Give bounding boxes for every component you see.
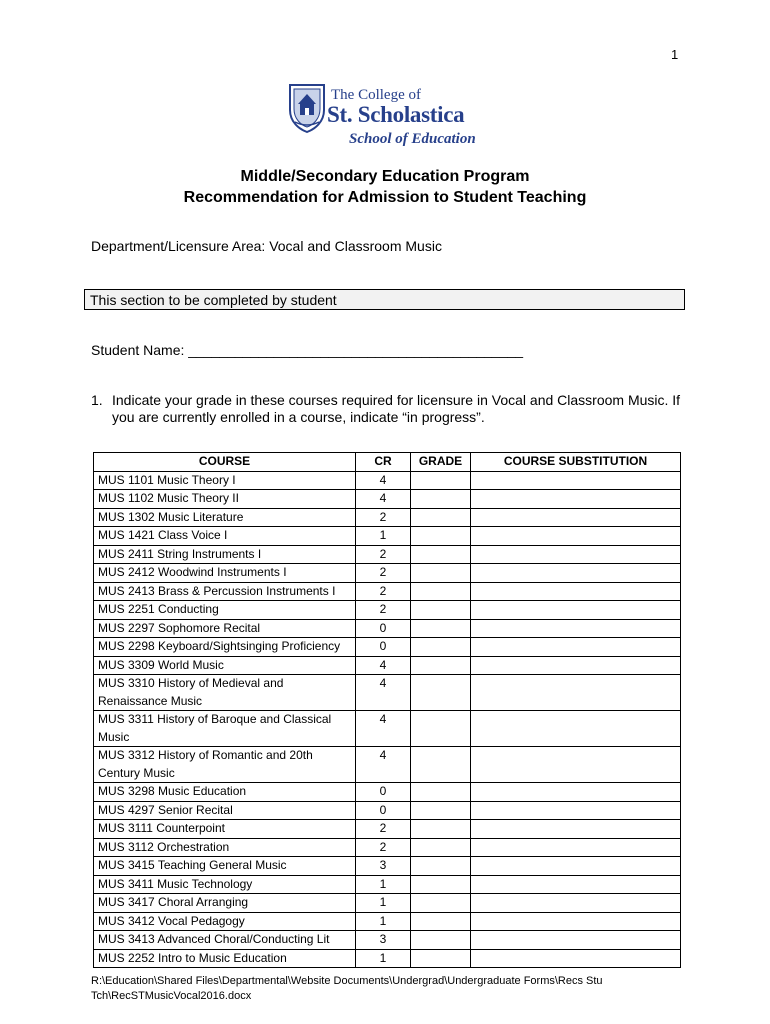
department-line: Department/Licensure Area: Vocal and Classroom Music — [91, 238, 442, 254]
course-grade-table — [93, 452, 681, 968]
course-cell: MUS 2297 Sophomore Recital — [94, 619, 356, 638]
substitution-cell[interactable] — [471, 471, 681, 490]
table-row — [94, 508, 681, 527]
grade-cell[interactable] — [411, 857, 471, 876]
course-cell: MUS 4297 Senior Recital — [94, 801, 356, 820]
credits-cell: 4 — [356, 747, 411, 783]
grade-cell[interactable] — [411, 711, 471, 747]
grade-cell[interactable] — [411, 545, 471, 564]
substitution-cell[interactable] — [471, 894, 681, 913]
course-cell: MUS 3413 Advanced Choral/Conducting Lit — [94, 931, 356, 950]
grade-cell[interactable] — [411, 747, 471, 783]
table-row — [94, 601, 681, 620]
table-row — [94, 857, 681, 876]
credits-cell: 4 — [356, 675, 411, 711]
substitution-cell[interactable] — [471, 931, 681, 950]
course-cell: MUS 3310 History of Medieval and Renaissance Music — [94, 675, 356, 711]
grade-cell[interactable] — [411, 801, 471, 820]
table-row — [94, 931, 681, 950]
table-row — [94, 783, 681, 802]
credits-cell: 2 — [356, 564, 411, 583]
logo-line-2: St. Scholastica — [327, 102, 465, 127]
course-cell: MUS 1101 Music Theory I — [94, 471, 356, 490]
header-course: COURSE — [94, 453, 356, 472]
course-cell: MUS 2413 Brass & Percussion Instruments I — [94, 582, 356, 601]
substitution-cell[interactable] — [471, 675, 681, 711]
credits-cell: 4 — [356, 656, 411, 675]
substitution-cell[interactable] — [471, 527, 681, 546]
credits-cell: 0 — [356, 801, 411, 820]
credits-cell: 1 — [356, 949, 411, 968]
substitution-cell[interactable] — [471, 490, 681, 509]
table-row — [94, 582, 681, 601]
substitution-cell[interactable] — [471, 564, 681, 583]
instruction-text: Indicate your grade in these courses required for licensure in Vocal and Classroom Music. If you are currently enrolled in a course, indicate “in progress”. — [112, 392, 681, 425]
grade-cell[interactable] — [411, 619, 471, 638]
credits-cell: 0 — [356, 638, 411, 657]
table-row — [94, 619, 681, 638]
course-cell: MUS 2412 Woodwind Instruments I — [94, 564, 356, 583]
instruction-item — [91, 392, 691, 426]
substitution-cell[interactable] — [471, 838, 681, 857]
substitution-cell[interactable] — [471, 912, 681, 931]
substitution-cell[interactable] — [471, 656, 681, 675]
student-name-field[interactable]: Student Name: ___________________________________________ — [91, 342, 524, 358]
substitution-cell[interactable] — [471, 545, 681, 564]
credits-cell: 2 — [356, 582, 411, 601]
instruction-number: 1. — [91, 392, 103, 408]
table-row — [94, 820, 681, 839]
table-header-row — [94, 453, 681, 472]
course-cell: MUS 1421 Class Voice I — [94, 527, 356, 546]
table-row — [94, 471, 681, 490]
grade-cell[interactable] — [411, 820, 471, 839]
grade-cell[interactable] — [411, 838, 471, 857]
substitution-cell[interactable] — [471, 508, 681, 527]
header-grade: GRADE — [411, 453, 471, 472]
table-row — [94, 801, 681, 820]
credits-cell: 3 — [356, 857, 411, 876]
credits-cell: 1 — [356, 894, 411, 913]
grade-cell[interactable] — [411, 931, 471, 950]
table-row — [94, 545, 681, 564]
table-row — [94, 875, 681, 894]
course-cell: MUS 3417 Choral Arranging — [94, 894, 356, 913]
grade-cell[interactable] — [411, 564, 471, 583]
grade-cell[interactable] — [411, 601, 471, 620]
substitution-cell[interactable] — [471, 638, 681, 657]
shield-crest-icon — [287, 82, 327, 134]
table-row — [94, 912, 681, 931]
document-subtitle: Recommendation for Admission to Student Teaching — [183, 189, 587, 206]
grade-cell[interactable] — [411, 783, 471, 802]
grade-cell[interactable] — [411, 471, 471, 490]
course-cell: MUS 2252 Intro to Music Education — [94, 949, 356, 968]
course-cell: MUS 1302 Music Literature — [94, 508, 356, 527]
grade-cell[interactable] — [411, 894, 471, 913]
course-cell: MUS 3111 Counterpoint — [94, 820, 356, 839]
substitution-cell[interactable] — [471, 619, 681, 638]
grade-cell[interactable] — [411, 912, 471, 931]
course-cell: MUS 3312 History of Romantic and 20th Century Music — [94, 747, 356, 783]
header-course-substitution: COURSE SUBSTITUTION — [471, 453, 681, 472]
student-section-header: This section to be completed by student — [84, 289, 685, 310]
substitution-cell[interactable] — [471, 801, 681, 820]
substitution-cell[interactable] — [471, 949, 681, 968]
table-row — [94, 838, 681, 857]
course-cell: MUS 3415 Teaching General Music — [94, 857, 356, 876]
substitution-cell[interactable] — [471, 601, 681, 620]
logo-line-3: School of Education — [349, 131, 476, 147]
substitution-cell[interactable] — [471, 582, 681, 601]
grade-cell[interactable] — [411, 675, 471, 711]
course-cell: MUS 3298 Music Education — [94, 783, 356, 802]
substitution-cell[interactable] — [471, 875, 681, 894]
course-cell: MUS 2411 String Instruments I — [94, 545, 356, 564]
substitution-cell[interactable] — [471, 783, 681, 802]
page-number: 1 — [671, 47, 679, 62]
table-row — [94, 675, 681, 711]
table-row — [94, 564, 681, 583]
course-cell: MUS 2251 Conducting — [94, 601, 356, 620]
credits-cell: 0 — [356, 619, 411, 638]
credits-cell: 4 — [356, 711, 411, 747]
grade-cell[interactable] — [411, 490, 471, 509]
grade-cell[interactable] — [411, 527, 471, 546]
header-credits: CR — [356, 453, 411, 472]
file-path-footer: R:\Education\Shared Files\Departmental\Website Documents\Undergrad\Undergraduate Forms\Recs Stu Tch\RecSTMusicVocal2016.docx — [91, 975, 603, 1002]
credits-cell: 2 — [356, 838, 411, 857]
grade-cell[interactable] — [411, 656, 471, 675]
substitution-cell[interactable] — [471, 711, 681, 747]
course-cell: MUS 3309 World Music — [94, 656, 356, 675]
credits-cell: 2 — [356, 601, 411, 620]
credits-cell: 2 — [356, 820, 411, 839]
credits-cell: 1 — [356, 527, 411, 546]
credits-cell: 4 — [356, 490, 411, 509]
substitution-cell[interactable] — [471, 820, 681, 839]
table-row — [94, 747, 681, 783]
table-row — [94, 656, 681, 675]
credits-cell: 3 — [356, 931, 411, 950]
course-cell: MUS 3311 History of Baroque and Classical Music — [94, 711, 356, 747]
grade-cell[interactable] — [411, 508, 471, 527]
document-title: Middle/Secondary Education Program — [240, 168, 530, 185]
credits-cell: 1 — [356, 875, 411, 894]
course-cell: MUS 3112 Orchestration — [94, 838, 356, 857]
substitution-cell[interactable] — [471, 857, 681, 876]
table-row — [94, 894, 681, 913]
course-cell: MUS 2298 Keyboard/Sightsinging Proficiency — [94, 638, 356, 657]
course-cell: MUS 3411 Music Technology — [94, 875, 356, 894]
table-row — [94, 949, 681, 968]
grade-cell[interactable] — [411, 949, 471, 968]
table-row — [94, 711, 681, 747]
table-row — [94, 527, 681, 546]
substitution-cell[interactable] — [471, 747, 681, 783]
grade-cell[interactable] — [411, 638, 471, 657]
credits-cell: 2 — [356, 508, 411, 527]
table-row — [94, 638, 681, 657]
course-cell: MUS 3412 Vocal Pedagogy — [94, 912, 356, 931]
table-row — [94, 490, 681, 509]
credits-cell: 4 — [356, 471, 411, 490]
credits-cell: 0 — [356, 783, 411, 802]
course-cell: MUS 1102 Music Theory II — [94, 490, 356, 509]
grade-cell[interactable] — [411, 582, 471, 601]
grade-cell[interactable] — [411, 875, 471, 894]
college-logo — [287, 82, 487, 152]
credits-cell: 2 — [356, 545, 411, 564]
credits-cell: 1 — [356, 912, 411, 931]
logo-line-1: The College of — [331, 87, 421, 103]
